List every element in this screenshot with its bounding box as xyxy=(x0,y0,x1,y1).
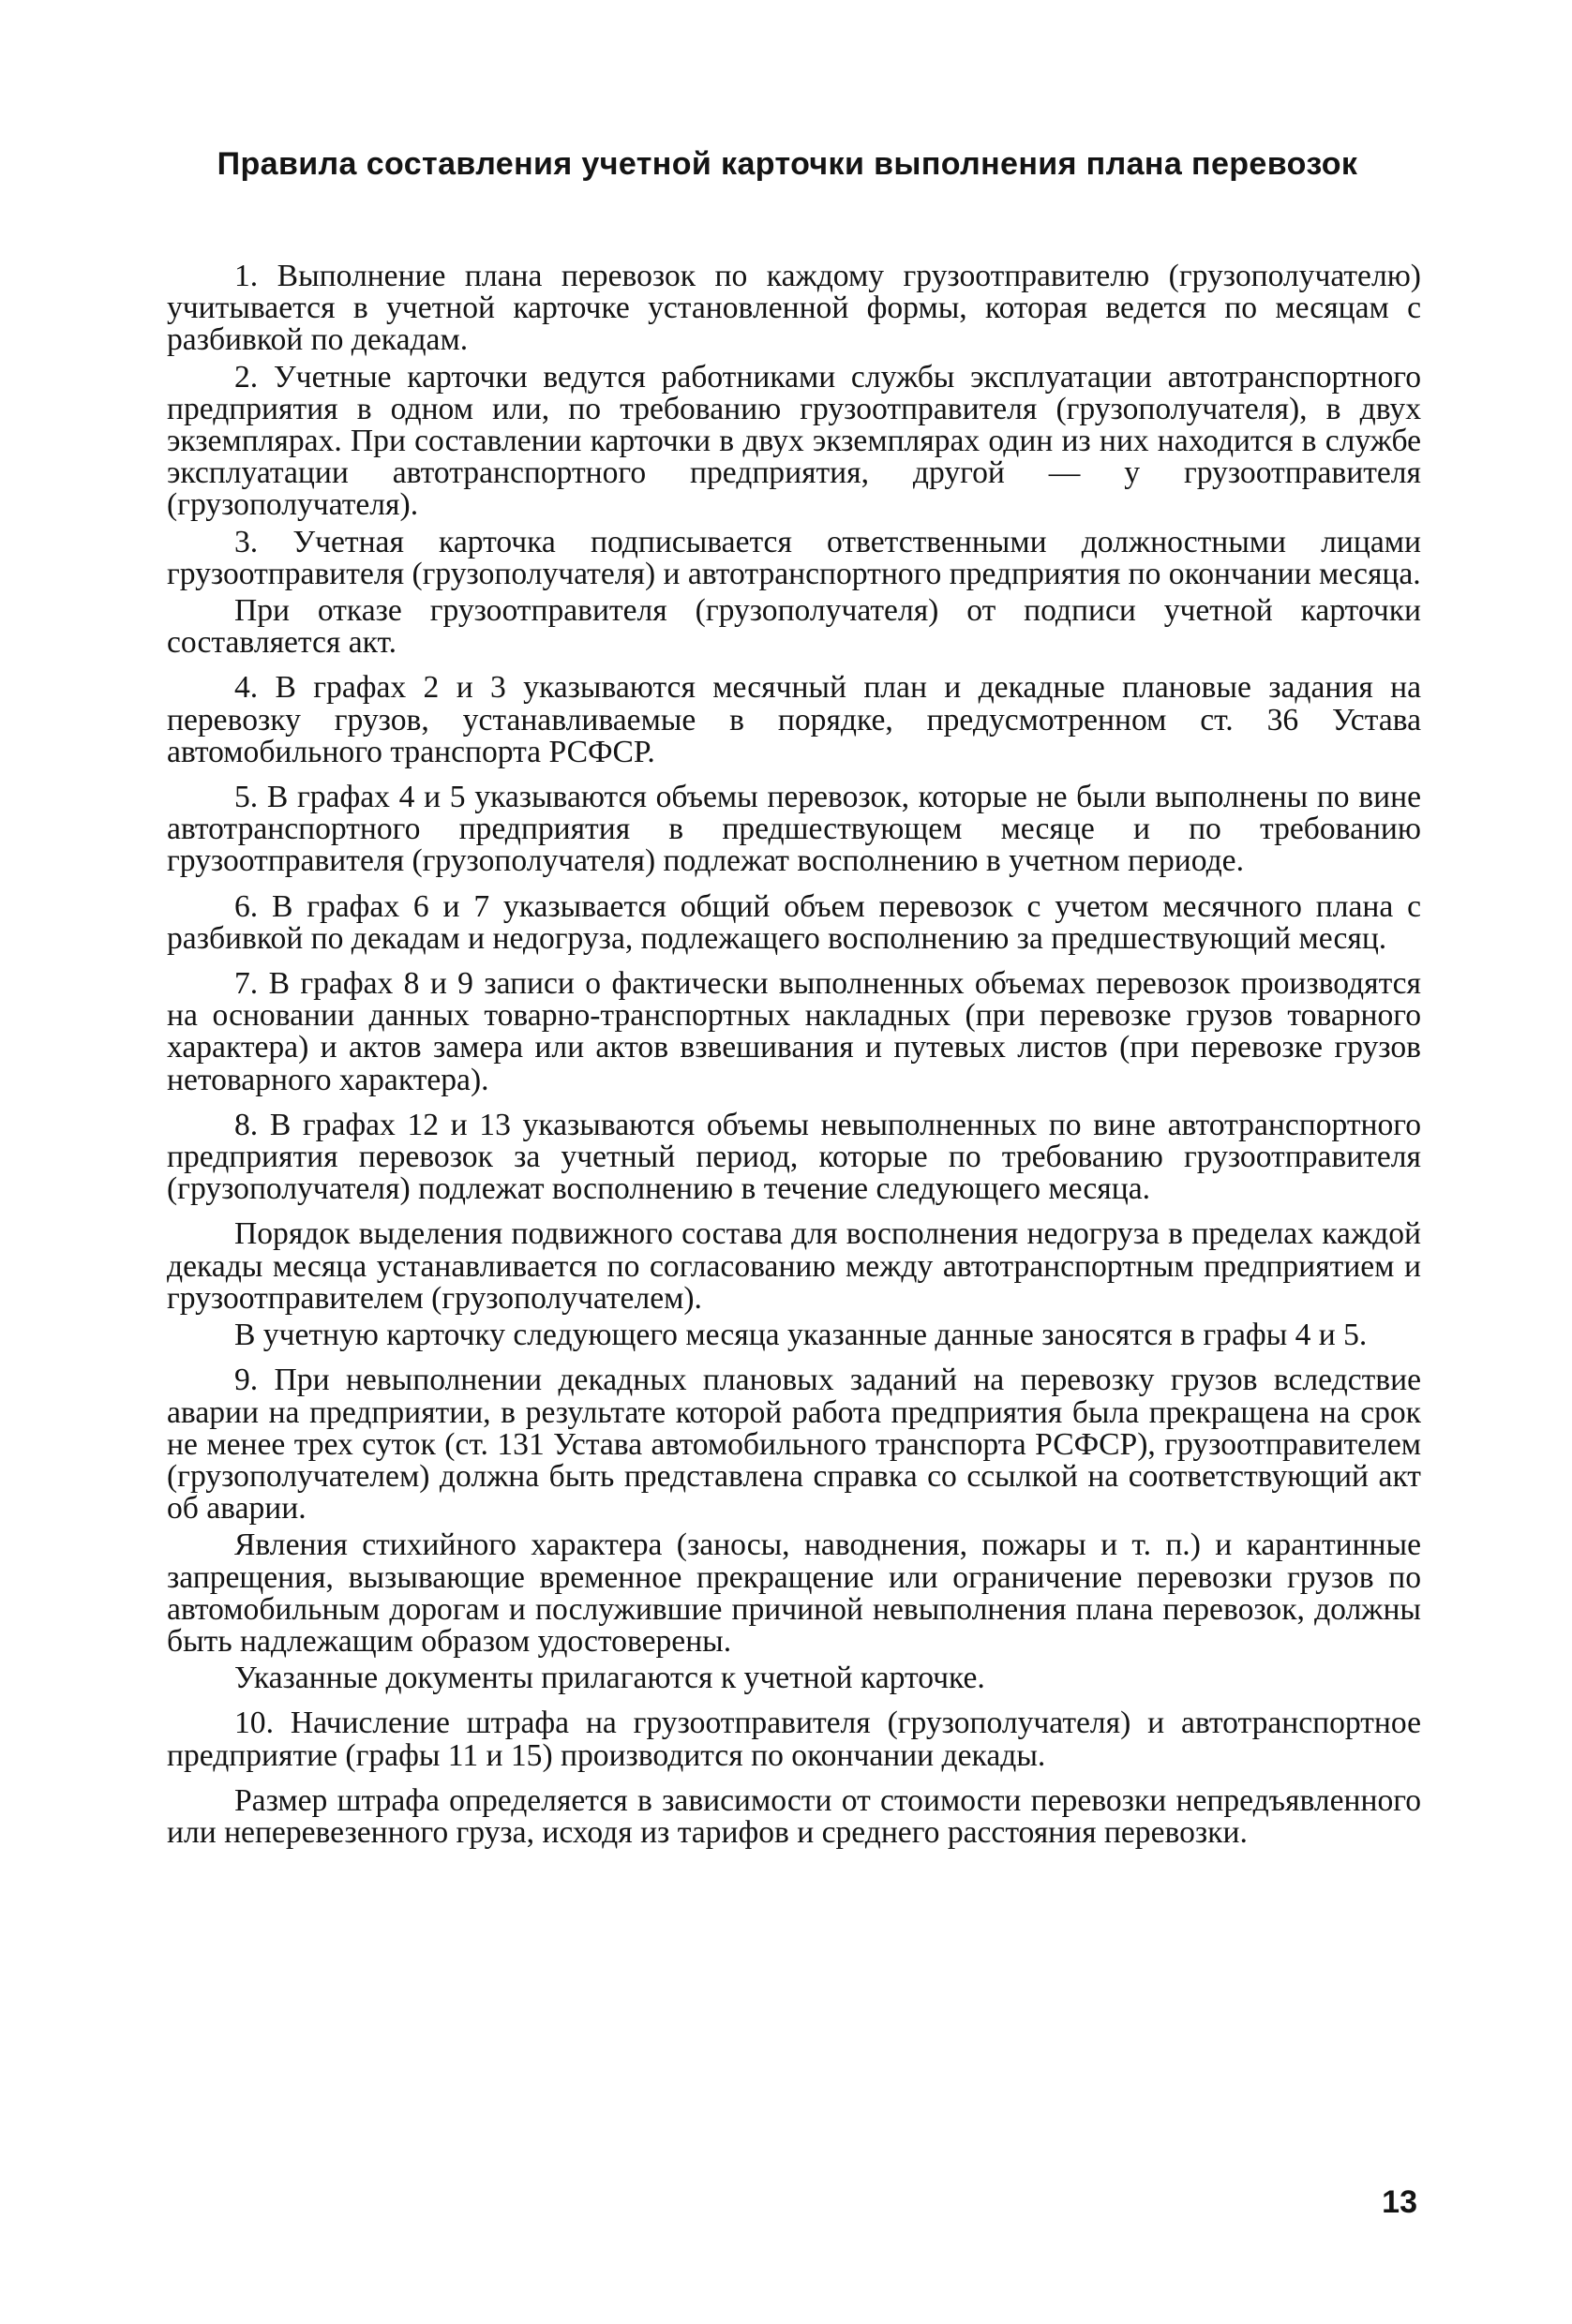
page-number: 13 xyxy=(1382,2184,1417,2220)
document-body xyxy=(167,261,1421,1854)
paragraph-9: 9. При невыполнении декадных плановых заданий на перевозку грузов вследствие аварии на предприятии, в результате которой работа предприятия была прекращена на срок не менее трех суток (ст. 131 Устава автомобильного транспорта РСФСР), грузоотправителем (грузополучателем) должна быть представлена справка со ссылкой на соответствующий акт об аварии. xyxy=(167,1363,1421,1527)
paragraph-3-note: При отказе грузоотправителя (грузополучателя) от подписи учетной карточки составляется акт. xyxy=(167,593,1421,661)
paragraph-10-penalty: Размер штрафа определяется в зависимости от стоимости перевозки непредъявленного или неперевезенного груза, исходя из тарифов и среднего расстояния перевозки. xyxy=(167,1782,1421,1850)
paragraph-6: 6. В графах 6 и 7 указывается общий объем перевозок с учетом месячного плана с разбивкой по декадам и недогруза, подлежащего восполнению за предшествующий месяц. xyxy=(167,888,1421,956)
paragraph-3: 3. Учетная карточка подписывается ответственными должностными лицами грузоотправителя (грузополучателя) и автотранспортного предприятия по окончании месяца. xyxy=(167,524,1421,591)
paragraph-8-note: В учетную карточку следующего месяца указанные данные заносятся в графы 4 и 5. xyxy=(234,1318,1368,1353)
paragraph-8-order: Порядок выделения подвижного состава для восполнения недогруза в пределах каждой декады месяца устанавливается по согласованию между автотранспортным предприятием и грузоотправителем (грузополучателем). xyxy=(167,1216,1421,1316)
paragraph-9-natural: Явления стихийного характера (заносы, наводнения, пожары и т. п.) и карантинные запрещения, вызывающие временное прекращение или ограничение перевозки грузов по автомобильным дорогам и послужившие причиной невыполнения плана перевозок, должны быть надлежащим образом удостоверены. xyxy=(167,1527,1421,1659)
paragraph-7: 7. В графах 8 и 9 записи о фактически выполненных объемах перевозок производятся на основании данных товарно-транспортных накладных (при перевозке грузов товарного характера) и актов замера или актов взвешивания и путевых листов (при перевозке грузов нетоварного характера). xyxy=(167,966,1421,1097)
paragraph-5: 5. В графах 4 и 5 указываются объемы перевозок, которые не были выполнены по вине автотранспортного предприятия в предшествующем месяце и по требованию грузоотправителя (грузополучателя) подлежат восполнению в учетном периоде. xyxy=(167,780,1421,879)
paragraph-8: 8. В графах 12 и 13 указываются объемы невыполненных по вине автотранспортного предприятия перевозок за учетный период, которые по требованию грузоотправителя (грузополучателя) подлежат восполнению в течение следующего месяца. xyxy=(167,1107,1421,1207)
paragraph-9-documents: Указанные документы прилагаются к учетной карточке. xyxy=(234,1661,985,1696)
document-title: Правила составления учетной карточки выполнения плана перевозок xyxy=(217,146,1358,182)
paragraph-10: 10. Начисление штрафа на грузоотправителя (грузополучателя) и автотранспортное предприятие (графы 11 и 15) производится по окончании декады. xyxy=(167,1706,1421,1773)
paragraph-1: 1. Выполнение плана перевозок по каждому грузоотправителю (грузополучателю) учитывается в учетной карточке установленной формы, которая ведется по месяцам с разбивкой по декадам. xyxy=(167,259,1421,358)
paragraph-4: 4. В графах 2 и 3 указываются месячный план и декадные плановые задания на перевозку грузов, устанавливаемые в порядке, предусмотренном ст. 36 Устава автомобильного транспорта РСФСР. xyxy=(167,670,1421,769)
paragraph-2: 2. Учетные карточки ведутся работниками службы эксплуатации автотранспортного предприятия в одном или, по требованию грузоотправителя (грузополучателя), в двух экземплярах. При составлении карточки в двух экземплярах один из них находится в службе эксплуатации автотранспортного предприятия, другой — у грузоотправителя (грузополучателя). xyxy=(167,359,1421,523)
